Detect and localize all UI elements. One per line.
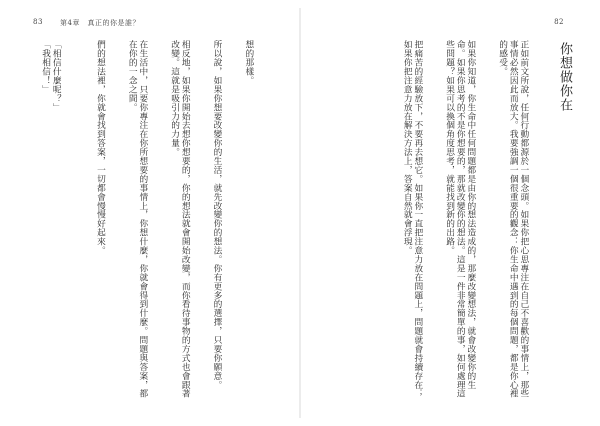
quote-line: 「我相信！」	[40, 40, 51, 94]
left-quotes	[40, 40, 61, 160]
quote-line: 「相信什麼呢？」	[51, 40, 62, 112]
left-page-number: 83	[33, 18, 43, 26]
left-paragraph: 在生活中，只要你專注在你所想要的事情上，你想什麼，你就會得到什麼。問題與答案，都在你的一念之間。	[127, 40, 148, 398]
right-paragraph: 正如前文所說，任何行動都源於一個念頭。如果你把心思專注在自己不喜歡的事情上，那些事情必然因此而放大。我要強調一個很重要的觀念：你生命中遇到的每個問題，都是你心裡的感受。	[497, 40, 529, 398]
left-paragraph: 相反地，如果你開始去想你想要的，你的想法就會開始改變，而你看待事物的方式也會跟著改變。這就是吸引力的力量。	[169, 40, 191, 398]
left-paragraph: 所以說，如果你想要改變你的生活，就先改變你的想法。你有更多的選擇，只要你願意。	[212, 40, 223, 390]
right-page-number: 82	[554, 18, 564, 26]
right-paragraph: 如果你知道，你生命中任何問題都是由你的想法造成的，那麼改變想法，就會改變你的生命。如果你思考的不是你想要的，那就改變你的想法。這是一件非常簡單的事，如何處理這些問題？如果可以換個角度思考，就能找到新的出路。	[444, 40, 476, 398]
left-paragraph: 想的那樣。	[243, 40, 254, 85]
chapter-header: 第4章 真正的你是誰？	[60, 19, 140, 27]
left-page-body	[85, 40, 275, 400]
right-page	[300, 0, 600, 426]
right-paragraph: 把痛苦的經驗放下，不要再去想它。如果你一直把注意力放在問題上，問題就會持續存在；如果你把注意力放在解決方法上，答案自然就會浮現。	[402, 40, 423, 398]
right-page-body	[400, 40, 550, 400]
section-title: 你想做你在	[557, 42, 572, 112]
left-paragraph: 們的想法裡，你就會找到答案，一切都會慢慢好起來。	[95, 40, 106, 255]
